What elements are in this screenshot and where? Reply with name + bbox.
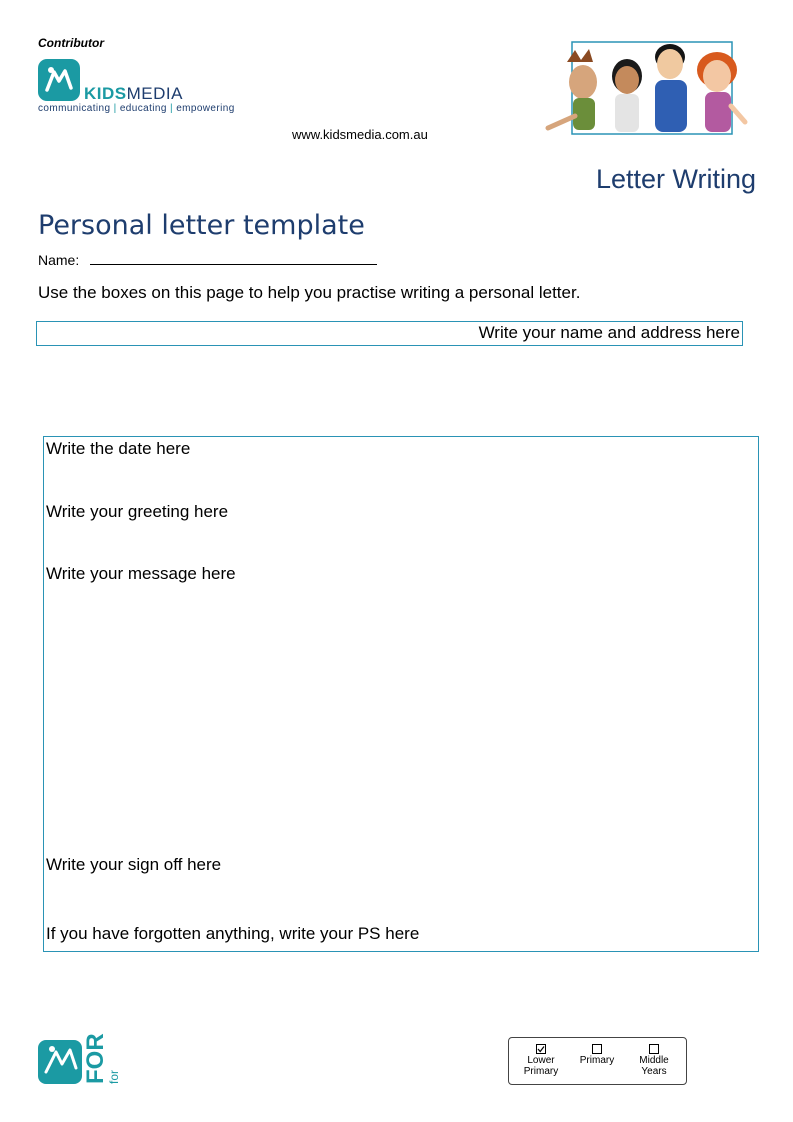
brand-name xyxy=(84,84,183,104)
for-logo-small: for xyxy=(107,1069,121,1084)
address-box-label: Write your name and address here xyxy=(478,323,740,342)
level-label: Primary xyxy=(579,1055,615,1066)
level-primary[interactable] xyxy=(568,1044,626,1066)
tagline-word: educating xyxy=(119,103,167,114)
subject-heading: Letter Writing xyxy=(595,164,756,194)
tagline-word: empowering xyxy=(176,103,235,114)
name-field-line[interactable] xyxy=(90,264,377,265)
for-logo-big: FOR xyxy=(82,1033,109,1084)
instructions-text: Use the boxes on this page to help you practise writing a personal letter. xyxy=(38,283,581,302)
address-box[interactable] xyxy=(36,321,743,346)
tagline-separator: | xyxy=(113,103,117,114)
date-prompt: Write the date here xyxy=(46,439,191,458)
page-title: Personal letter template xyxy=(38,210,365,241)
brand-tagline xyxy=(38,103,235,114)
website-url: www.kidsmedia.com.au xyxy=(292,127,428,142)
kidsmedia-logo-icon xyxy=(38,59,80,101)
level-middle-years[interactable] xyxy=(625,1044,683,1077)
greeting-prompt: Write your greeting here xyxy=(46,502,229,521)
year-level-selector xyxy=(508,1037,687,1085)
level-label: Primary xyxy=(523,1066,559,1077)
name-label: Name: xyxy=(38,252,80,268)
for-logo-icon xyxy=(38,1022,121,1086)
level-label: Years xyxy=(641,1066,667,1077)
tagline-separator: | xyxy=(170,103,173,114)
brand-media: MEDIA xyxy=(126,84,183,103)
message-prompt: Write your message here xyxy=(46,564,236,583)
letter-box[interactable] xyxy=(43,436,759,952)
tagline-word: communicating xyxy=(38,103,111,114)
level-lower-primary[interactable] xyxy=(512,1044,570,1077)
sign-off-prompt: Write your sign off here xyxy=(46,855,222,874)
contributor-label: Contributor xyxy=(38,36,104,50)
checkbox-icon[interactable] xyxy=(649,1044,659,1054)
kids-characters-illustration xyxy=(545,40,760,140)
checkbox-checked-icon[interactable] xyxy=(536,1044,546,1054)
level-label: Middle xyxy=(639,1055,669,1066)
level-label: Lower xyxy=(527,1055,555,1066)
checkbox-icon[interactable] xyxy=(592,1044,602,1054)
ps-prompt: If you have forgotten anything, write your PS here xyxy=(46,924,420,943)
brand-kids: KIDS xyxy=(84,84,127,103)
